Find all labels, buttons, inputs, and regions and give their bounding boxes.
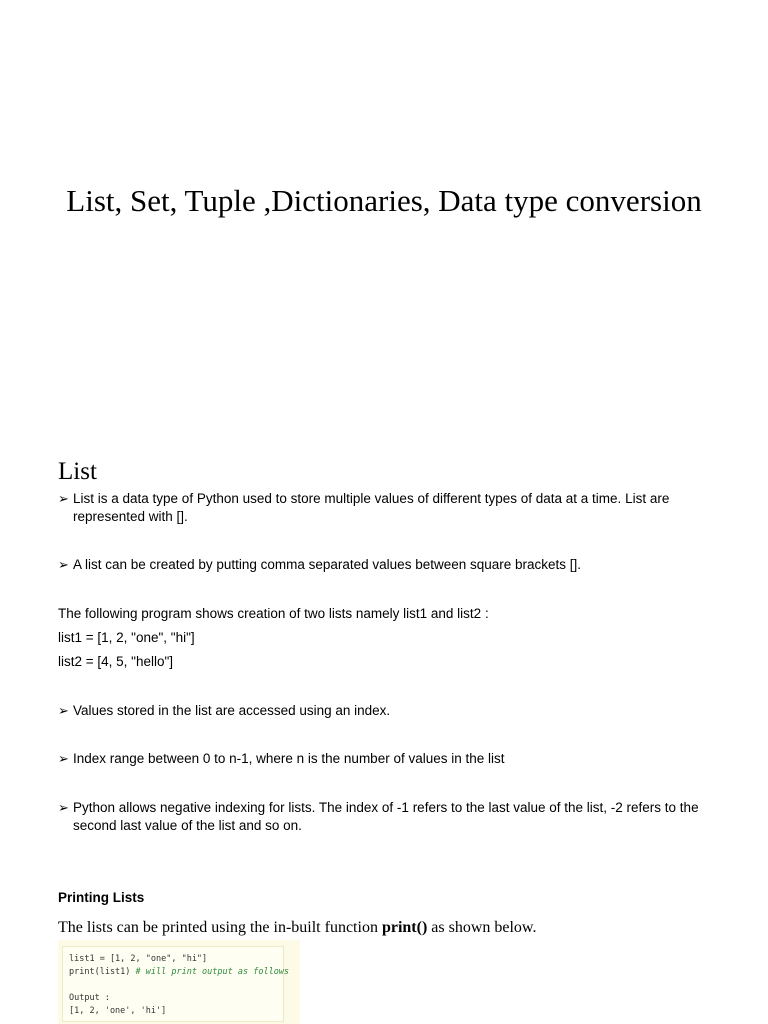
code-comment: # will print output as follows [135, 967, 290, 977]
bullet-item [58, 556, 718, 574]
code-line: [1, 2, 'one', 'hi'] [69, 1006, 167, 1016]
code-example-panel [58, 940, 300, 1024]
section-heading-list: List [58, 458, 97, 485]
example-list2: list2 = [4, 5, "hello"] [58, 654, 174, 669]
code-line: list1 = [1, 2, "one", "hi"] [69, 954, 208, 964]
example-intro: The following program shows creation of two lists namely list1 and list2 : [58, 606, 489, 621]
code-line: print(list1) [69, 967, 136, 977]
code-line: Output : [69, 993, 110, 1003]
printing-lists-heading: Printing Lists [58, 890, 145, 905]
example-list1: list1 = [1, 2, "one", "hi"] [58, 630, 195, 645]
bullet-text: Python allows negative indexing for lists. The index of -1 refers to the last value of the list, -2 refers to the second last value of the list and so on. [73, 800, 699, 833]
bullet-item [58, 702, 718, 720]
printing-description [58, 917, 536, 939]
bullet-item [58, 490, 718, 526]
print-function-name: print() [381, 919, 428, 936]
bullet-item [58, 799, 718, 835]
bullet-item [58, 750, 718, 768]
bullet-text: Index range between 0 to n-1, where n is the number of values in the list [73, 751, 505, 766]
bullet-text: List is a data type of Python used to store multiple values of different types of data at a time. List are represented with []. [73, 491, 670, 524]
arrow-bullet-icon: ➢ [58, 751, 69, 766]
arrow-bullet-icon: ➢ [58, 703, 69, 718]
document-title: List, Set, Tuple ,Dictionaries, Data type conversion [66, 183, 702, 218]
printing-text-after: as shown below. [427, 919, 537, 936]
arrow-bullet-icon: ➢ [58, 800, 69, 815]
printing-text-before: The lists can be printed using the in-built function [58, 919, 382, 936]
arrow-bullet-icon: ➢ [58, 557, 69, 572]
bullet-text: Values stored in the list are accessed using an index. [73, 703, 391, 718]
arrow-bullet-icon: ➢ [58, 491, 69, 506]
code-block [62, 946, 290, 1022]
bullet-text: A list can be created by putting comma separated values between square brackets []. [73, 557, 582, 572]
